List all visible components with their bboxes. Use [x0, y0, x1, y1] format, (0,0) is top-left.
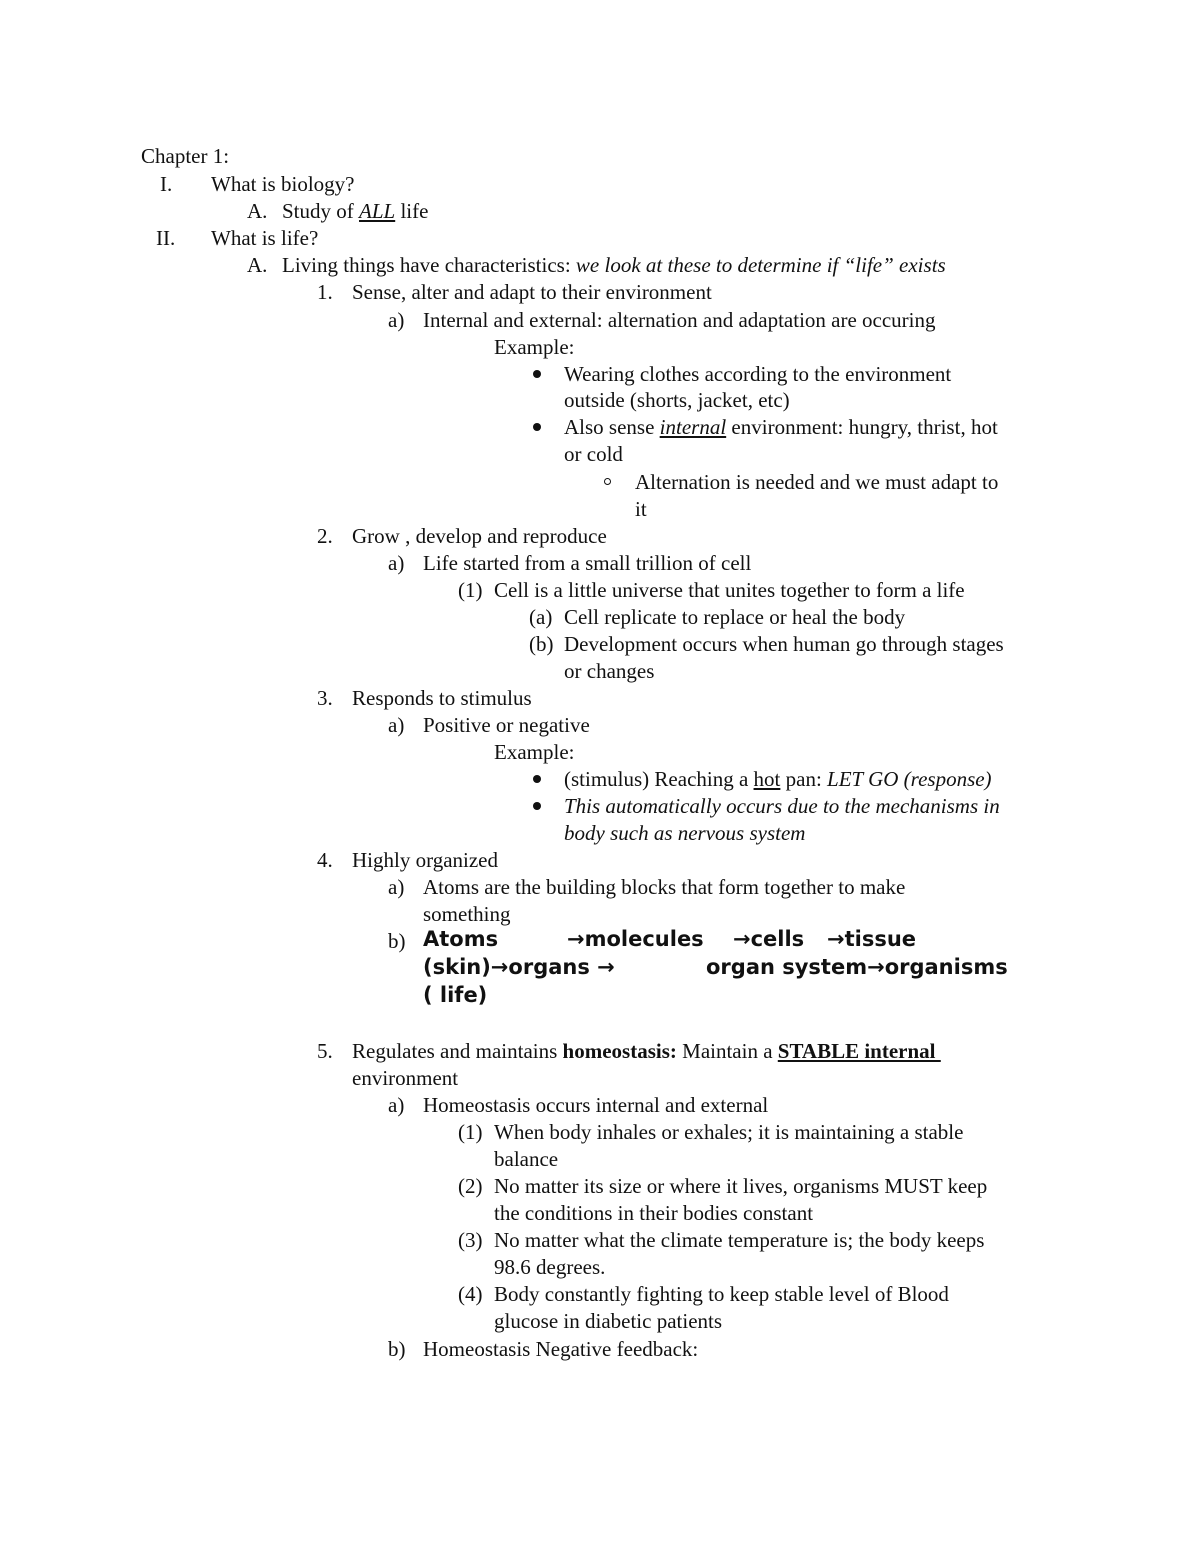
number-marker: 5.: [317, 1039, 333, 1063]
chain-organ-system: organ system→organisms: [706, 955, 1008, 979]
chain-life: ( life): [423, 983, 488, 1007]
bullet-icon: [533, 423, 541, 431]
outline-line: or changes: [564, 659, 655, 683]
outline-line: Internal and external: alternation and adaptation are occuring: [423, 308, 936, 332]
letter-marker: a): [388, 713, 405, 737]
outline-line: glucose in diabetic patients: [494, 1309, 723, 1333]
section-heading: What is biology?: [211, 172, 355, 196]
outline-line: 98.6 degrees.: [494, 1255, 606, 1279]
roman-marker: I.: [160, 172, 173, 196]
outline-line: Regulates and maintains homeostasis: Maintain a STABLE internal: [352, 1039, 941, 1063]
chain-molecules: →molecules: [567, 927, 704, 951]
number-marker: (1): [458, 578, 483, 602]
outline-line: Homeostasis Negative feedback:: [423, 1337, 699, 1361]
chain-tissue: →tissue: [827, 927, 917, 951]
letter-marker: a): [388, 875, 405, 899]
outline-line: Living things have characteristics: we look at these to determine if “life” exists: [282, 253, 946, 277]
outline-line: the conditions in their bodies constant: [494, 1201, 814, 1225]
outline-line: balance: [494, 1147, 559, 1171]
outline-line: No matter its size or where it lives, organisms MUST keep: [494, 1174, 988, 1198]
outline-line: Alternation is needed and we must adapt to: [635, 470, 999, 494]
outline-line: Atoms are the building blocks that form together to make: [423, 875, 906, 899]
letter-marker: a): [388, 551, 405, 575]
outline-line: Responds to stimulus: [352, 686, 532, 710]
roman-marker: II.: [156, 226, 176, 250]
outline-line: Positive or negative: [423, 713, 590, 737]
bullet-icon: [533, 370, 541, 378]
outline-line: Grow , develop and reproduce: [352, 524, 607, 548]
outline-line: (stimulus) Reaching a hot pan: LET GO (response): [564, 767, 992, 791]
number-marker: 4.: [317, 848, 333, 872]
example-label: Example:: [494, 335, 575, 359]
number-marker: 3.: [317, 686, 333, 710]
letter-marker: (a): [529, 605, 553, 629]
outline-line: Homeostasis occurs internal and external: [423, 1093, 769, 1117]
letter-marker: (b): [529, 632, 554, 656]
outline-line: No matter what the climate temperature is; the body keeps: [494, 1228, 985, 1252]
outline-line: Cell replicate to replace or heal the body: [564, 605, 906, 629]
outline-line: outside (shorts, jacket, etc): [564, 388, 790, 412]
outline-line: Highly organized: [352, 848, 498, 872]
outline-line: Body constantly fighting to keep stable level of Blood: [494, 1282, 949, 1306]
chain-skin-organs: (skin)→organs →: [423, 955, 615, 979]
outline-line: Cell is a little universe that unites together to form a life: [494, 578, 965, 602]
number-marker: (2): [458, 1174, 483, 1198]
outline-line: Sense, alter and adapt to their environment: [352, 280, 712, 304]
outline-line: or cold: [564, 442, 623, 466]
outline-line: Study of ALL life: [282, 199, 429, 223]
outline-line: Wearing clothes according to the environment: [564, 362, 952, 386]
bullet-icon: [533, 802, 541, 810]
hollow-bullet-icon: [604, 478, 611, 485]
number-marker: (3): [458, 1228, 483, 1252]
bullet-icon: [533, 775, 541, 783]
letter-marker: b): [388, 1337, 406, 1361]
outline-line: something: [423, 902, 511, 926]
number-marker: 2.: [317, 524, 333, 548]
number-marker: 1.: [317, 280, 333, 304]
outline-line: environment: [352, 1066, 459, 1090]
outline-line: Development occurs when human go through stages: [564, 632, 1004, 656]
outline-line: it: [635, 497, 647, 521]
letter-marker: b): [388, 929, 406, 953]
outline-line: body such as nervous system: [564, 821, 806, 845]
letter-marker: A.: [247, 199, 268, 223]
letter-marker: a): [388, 308, 405, 332]
number-marker: (4): [458, 1282, 483, 1306]
number-marker: (1): [458, 1120, 483, 1144]
letter-marker: A.: [247, 253, 268, 277]
chain-atoms: Atoms: [423, 927, 499, 951]
section-heading: What is life?: [211, 226, 319, 250]
outline-line: Also sense internal environment: hungry, thrist, hot: [564, 415, 998, 439]
chain-cells: →cells: [733, 927, 805, 951]
outline-line: When body inhales or exhales; it is maintaining a stable: [494, 1120, 964, 1144]
outline-line: This automatically occurs due to the mechanisms in: [564, 794, 1000, 818]
chapter-title: Chapter 1:: [141, 144, 230, 168]
outline-line: Life started from a small trillion of cell: [423, 551, 752, 575]
letter-marker: a): [388, 1093, 405, 1117]
example-label: Example:: [494, 740, 575, 764]
